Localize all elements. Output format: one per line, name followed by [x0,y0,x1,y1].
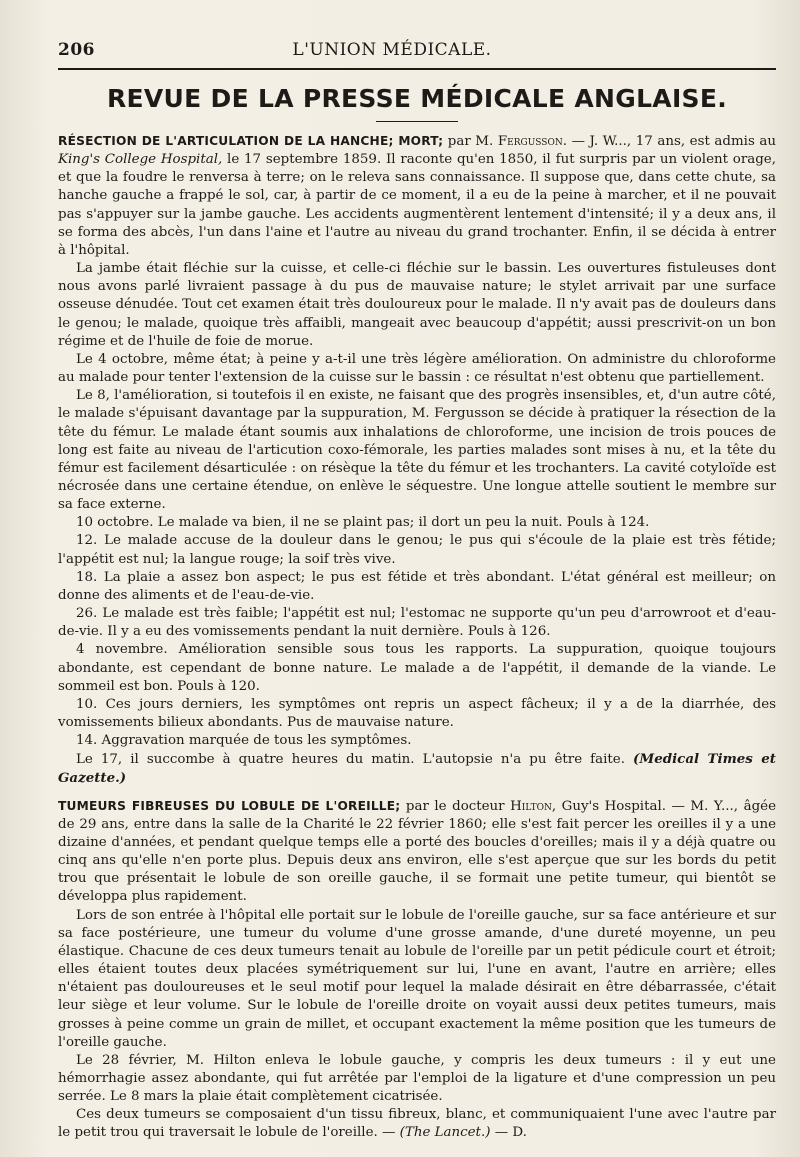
article2-paragraph [58,797,776,907]
running-head [58,40,776,64]
paragraph: 14. Aggravation marquée de tous les symptômes. [76,733,412,749]
paragraph [58,750,776,788]
paragraph: 10 octobre. Le malade va bien, il ne se plaint pas; il dort un peu la nuit. Pouls à 124. [76,515,650,531]
article2-final-text: Ces deux tumeurs se composaient d'un tissu fibreux, blanc, et communiquaient l'une avec l'autre par le petit trou qui traversait le lobule de l'oreille. — [58,1107,776,1141]
article1-source: (Medical Times et Gazette.) [58,751,776,787]
paragraph: 4 novembre. Amélioration sensible sous tous les rapports. La suppuration, quoique toujours abondante, est cependant de bonne nature. Le malade a de l'appétit, il demande de la viande. Le sommeil est bon. Pouls à 120. [58,642,776,694]
paragraph: 10. Ces jours derniers, les symptômes ont repris un aspect fâcheux; il y a de la diarrhée, des vomissements bilieux abondants. Pus de mauvaise nature. [58,696,776,730]
article1-paragraph [58,132,776,260]
paragraph: Le 4 octobre, même état; à peine y a-t-il une très légère amélioration. On administre du chloroforme au malade pour tenter l'extension de la cuisse sur le bassin : ce résultat n'est obtenu que partiellement. [58,351,776,386]
paragraph: 18. La plaie a assez bon aspect; le pus est fétide et très abondant. L'état général est meilleur; on donne des aliments et de l'eau-de-vie. [58,569,776,603]
article1-heading: RÉSECTION DE L'ARTICULATION DE LA HANCHE; MORT; [58,134,444,148]
article2-byline: par le docteur [405,798,505,814]
article2-heading: TUMEURS FIBREUSES DU LOBULE DE L'OREILLE; [58,798,401,813]
article2-author: Hilton, [510,798,557,814]
title-rule [376,121,458,122]
paragraph: Le 28 février, M. Hilton enleva le lobule gauche, y compris les deux tumeurs : il y eut une hémorrhagie assez abondante, qui fut arrêtée par l'emploi de la ligature et d'une compression un peu serrée. Le 8 mars la plaie était complètement cicatrisée. [58,1052,776,1105]
paragraph: 26. Le malade est très faible; l'appétit est nul; l'estomac ne supporte qu'un peu d'arrowroot et d'eau-de-vie. Il y a eu des vomissements pendant la nuit dernière. Pouls à 126. [58,606,776,640]
article2-source: (The Lancet.) [399,1125,491,1141]
article1-author: Fergusson. [497,134,567,149]
article-body [58,132,776,1143]
running-title: L'UNION MÉDICALE. [292,40,492,60]
article1-byline: par M. [447,134,494,149]
article2-text: Guy's Hospital. — M. Y..., âgée de 29 ans, entre dans la salle de la Charité le 22 février 1860; elle s'est fait percer les oreilles il y a une dizaine d'années, et pendant quelque temps elle a porté des boucles d'oreilles; mais il y a déjà quatre ou cinq ans qu'elle n'en porte plus. Depuis deux ans environ, elle s'est aperçue que sur les bords du petit trou que présentait le lobule de son oreille gauche, il se formait une petite tumeur, qui bientôt se développa plus rapidement. [58,798,776,905]
header-rule [58,68,776,70]
paragraph: La jambe était fléchie sur la cuisse, et celle-ci fléchie sur le bassin. Les ouvertures fistuleuses dont nous avons parlé livraient passage à du pus de mauvaise nature; le stylet arrivait par une surface osseuse dénudée. Tout cet examen était très douloureux pour le malade. Il n'y avait pas de douleurs dans le genou; le malade, quoique très affaibli, mangeait avec beaucoup d'appétit; aussi prescrivit-on un bon régime et de l'huile de foie de morue. [58,261,776,349]
paragraph: Le 8, l'amélioration, si toutefois il en existe, ne faisant que des progrès insensibles, et, d'un autre côté, le malade s'épuisant davantage par la suppuration, M. Fergusson se décide à pratiquer la résection de la tête du fémur. Le malade étant soumis aux inhalations de chloroforme, une incision de trois pouces de long est faite au niveau de l'articution coxo-fémorale, les parties malades sont mises à nu, et la tête du fémur est facilement désarticulée : on résèque la tête du fémur et les trochanters. La cavité cotyloïde est nécrosée dans une certaine étendue, on enlève le séquestre. Une longue attelle soutient le membre sur sa face externe. [58,388,776,513]
page-number: 206 [58,40,95,60]
paragraph [58,1106,776,1142]
section-title: REVUE DE LA PRESSE MÉDICALE ANGLAISE. [106,84,728,113]
paragraph: 12. Le malade accuse de la douleur dans le genou; le pus qui s'écoule de la plaie est très fétide; l'appétit est nul; la langue rouge; la soif très vive. [58,533,776,567]
article1-text: le 17 septembre 1859. Il raconte qu'en 1850, il fut surpris par un violent orage, et que la foudre le renversa à terre; on le releva sans connaissance. Il suppose que, dans cette chute, sa hanche gauche a frappé le sol, car, à partir de ce moment, il a eu de la peine à marcher, et il ne pouvait pas s'appuyer sur la jambe gauche. Les accidents augmentèrent lentement d'intensité; il y a deux ans, il se forma des abcès, l'un dans l'aine et l'autre au niveau du grand trochanter. Enfin, il se décida à entrer à l'hôpital. [58,152,776,258]
paragraph: Lors de son entrée à l'hôpital elle portait sur le lobule de l'oreille gauche, sur sa face antérieure et sur sa face postérieure, une tumeur du volume d'une grosse amande, d'une dureté moyenne, un peu élastique. Chacune de ces deux tumeurs tenait au lobule de l'oreille par un petit pédicule court et étroit; elles étaient toutes deux placées symétriquement sur lui, l'une en avant, l'autre en arrière; elles n'étaient pas douloureuses et le seul motif pour lequel la malade désirait en être débarrassée, c'était leur siège et leur volume. Sur le lobule de l'oreille droite on voyait aussi deux petites tumeurs, mais grosses à peine comme un grain de millet, et occupant exactement la même position que les tumeurs de l'oreille gauche. [58,907,776,1050]
signature: — D. [494,1125,527,1141]
article1-text: — J. W..., 17 ans, est admis au [571,134,777,149]
article1-final-text: Le 17, il succombe à quatre heures du matin. L'autopsie n'a pu être faite. [76,752,625,768]
article1-hospital: King's College Hospital, [58,152,223,168]
